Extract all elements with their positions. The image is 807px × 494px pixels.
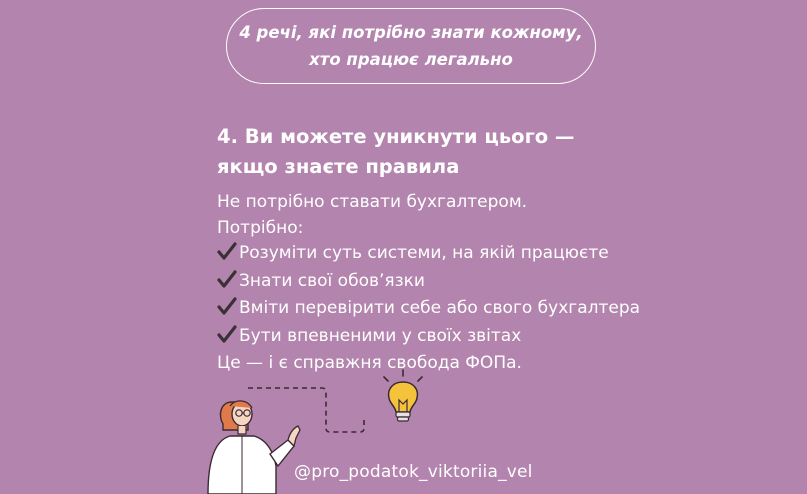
- intro-line-2: Потрібно:: [217, 217, 304, 238]
- checklist-item: [217, 324, 640, 352]
- lightbulb-icon: [384, 370, 422, 421]
- checklist-item-label: Знати свої обов’язки: [239, 270, 425, 291]
- checkmark-icon: [217, 270, 239, 297]
- checklist-item-label: Вміти перевірити себе або свого бухгалтера: [239, 298, 641, 318]
- title-line-2: хто працює легально: [309, 50, 513, 69]
- checkmark-icon: [217, 297, 239, 324]
- woman-figure: [208, 401, 300, 494]
- checklist-item: [217, 296, 640, 324]
- intro-line-1: Не потрібно ставати бухгалтером.: [217, 192, 528, 212]
- section-heading: [217, 122, 574, 182]
- section-heading-line-1: 4. Ви можете уникнути цього —: [217, 125, 575, 148]
- title-pill: [226, 8, 596, 84]
- checklist-item: [217, 241, 640, 269]
- section-heading-line-2: якщо знаєте правила: [217, 155, 460, 178]
- instagram-handle: @pro_podatok_viktoriia_vel: [294, 462, 533, 482]
- outro-line: Це — і є справжня свобода ФОПа.: [217, 353, 522, 373]
- checkmark-icon: [217, 242, 239, 269]
- checklist-item-label: Розуміти суть системи, на якій працюєте: [239, 243, 609, 263]
- checklist-item-label: Бути впевненими у своїх звітах: [239, 325, 522, 346]
- title-line-1: 4 речі, які потрібно знати кожному,: [239, 23, 583, 42]
- body-text: [217, 190, 640, 377]
- dashed-connector: [248, 388, 364, 432]
- checklist-item: [217, 269, 640, 297]
- checkmark-icon: [217, 325, 239, 352]
